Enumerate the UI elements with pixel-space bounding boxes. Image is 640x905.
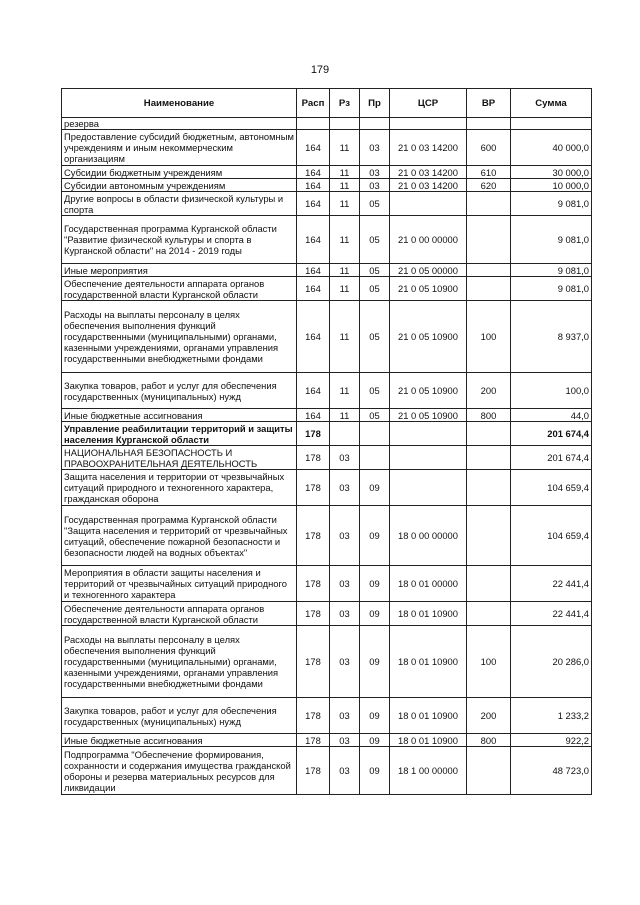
cell-rz: 11 bbox=[330, 130, 360, 166]
cell-pr: 09 bbox=[360, 734, 390, 747]
cell-rz bbox=[330, 422, 360, 446]
cell-rasp: 178 bbox=[297, 470, 330, 506]
cell-vr: 620 bbox=[467, 179, 511, 192]
cell-rz: 03 bbox=[330, 506, 360, 566]
cell-vr: 600 bbox=[467, 130, 511, 166]
cell-csr: 21 0 05 10900 bbox=[390, 373, 467, 409]
cell-rz: 11 bbox=[330, 192, 360, 216]
cell-sum: 10 000,0 bbox=[511, 179, 592, 192]
cell-sum: 104 659,4 bbox=[511, 470, 592, 506]
cell-rasp: 164 bbox=[297, 277, 330, 301]
cell-vr bbox=[467, 264, 511, 277]
cell-rasp: 178 bbox=[297, 506, 330, 566]
cell-rasp: 164 bbox=[297, 166, 330, 179]
cell-name: Государственная программа Курганской области "Развитие физической культуры и спорта в Курганской области" на 2014 - 2019 годы bbox=[62, 216, 297, 264]
cell-csr: 18 1 00 00000 bbox=[390, 747, 467, 795]
cell-csr: 21 0 03 14200 bbox=[390, 130, 467, 166]
cell-pr: 03 bbox=[360, 130, 390, 166]
cell-rz: 03 bbox=[330, 734, 360, 747]
cell-csr: 21 0 00 00000 bbox=[390, 216, 467, 264]
cell-pr: 09 bbox=[360, 470, 390, 506]
table-row bbox=[62, 747, 592, 795]
cell-pr: 09 bbox=[360, 566, 390, 602]
cell-name: Иные бюджетные ассигнования bbox=[62, 409, 297, 422]
cell-sum: 20 286,0 bbox=[511, 626, 592, 698]
cell-rz: 03 bbox=[330, 446, 360, 470]
cell-sum: 201 674,4 bbox=[511, 446, 592, 470]
table-row bbox=[62, 422, 592, 446]
cell-rasp: 178 bbox=[297, 626, 330, 698]
cell-rz: 03 bbox=[330, 698, 360, 734]
cell-rasp: 164 bbox=[297, 130, 330, 166]
column-header-name: Наименование bbox=[62, 89, 297, 118]
cell-rz: 11 bbox=[330, 216, 360, 264]
column-header-vr: ВР bbox=[467, 89, 511, 118]
cell-rz: 03 bbox=[330, 626, 360, 698]
cell-pr bbox=[360, 422, 390, 446]
cell-csr: 21 0 03 14200 bbox=[390, 179, 467, 192]
cell-name: Обеспечение деятельности аппарата органов государственной власти Курганской области bbox=[62, 602, 297, 626]
cell-name: Мероприятия в области защиты населения и территорий от чрезвычайных ситуаций природного и техногенного характера bbox=[62, 566, 297, 602]
cell-vr bbox=[467, 506, 511, 566]
cell-csr bbox=[390, 446, 467, 470]
column-header-csr: ЦСР bbox=[390, 89, 467, 118]
cell-vr: 100 bbox=[467, 626, 511, 698]
cell-sum: 8 937,0 bbox=[511, 301, 592, 373]
cell-name: резерва bbox=[62, 118, 297, 130]
cell-pr: 05 bbox=[360, 264, 390, 277]
cell-sum: 1 233,2 bbox=[511, 698, 592, 734]
cell-csr: 21 0 05 10900 bbox=[390, 409, 467, 422]
table-row bbox=[62, 409, 592, 422]
cell-rz: 11 bbox=[330, 301, 360, 373]
cell-rasp: 178 bbox=[297, 446, 330, 470]
cell-rasp: 178 bbox=[297, 602, 330, 626]
cell-pr: 09 bbox=[360, 747, 390, 795]
cell-rz: 03 bbox=[330, 602, 360, 626]
column-header-rz: Рз bbox=[330, 89, 360, 118]
cell-rasp: 178 bbox=[297, 422, 330, 446]
cell-rasp: 164 bbox=[297, 192, 330, 216]
cell-pr bbox=[360, 446, 390, 470]
cell-name: Иные мероприятия bbox=[62, 264, 297, 277]
cell-rz: 11 bbox=[330, 277, 360, 301]
cell-rasp bbox=[297, 118, 330, 130]
cell-csr bbox=[390, 192, 467, 216]
cell-name: Государственная программа Курганской области "Защита населения и территорий от чрезвычайных ситуаций, обеспечение пожарной безопасности и безопасности людей на водных объектах" bbox=[62, 506, 297, 566]
cell-rasp: 178 bbox=[297, 747, 330, 795]
cell-sum: 9 081,0 bbox=[511, 264, 592, 277]
column-header-rasp: Расп bbox=[297, 89, 330, 118]
cell-pr: 09 bbox=[360, 626, 390, 698]
cell-csr bbox=[390, 118, 467, 130]
cell-name: Подпрограмма "Обеспечение формирования, сохранности и содержания имущества гражданской обороны и резерва материальных ресурсов для ликвидации bbox=[62, 747, 297, 795]
cell-rasp: 178 bbox=[297, 734, 330, 747]
cell-name: Другие вопросы в области физической культуры и спорта bbox=[62, 192, 297, 216]
cell-rz: 11 bbox=[330, 264, 360, 277]
cell-pr: 03 bbox=[360, 179, 390, 192]
cell-pr: 09 bbox=[360, 506, 390, 566]
cell-rasp: 164 bbox=[297, 301, 330, 373]
table-row bbox=[62, 470, 592, 506]
cell-rasp: 164 bbox=[297, 264, 330, 277]
cell-name: Закупка товаров, работ и услуг для обеспечения государственных (муниципальных) нужд bbox=[62, 373, 297, 409]
cell-rz: 11 bbox=[330, 179, 360, 192]
cell-name: Расходы на выплаты персоналу в целях обеспечения выполнения функций государственными (муниципальными) органами, казенными учреждениями, органами управления государственными внебюджетными фондами bbox=[62, 626, 297, 698]
cell-sum: 9 081,0 bbox=[511, 216, 592, 264]
cell-vr: 610 bbox=[467, 166, 511, 179]
cell-vr bbox=[467, 192, 511, 216]
cell-pr: 05 bbox=[360, 277, 390, 301]
cell-rasp: 164 bbox=[297, 409, 330, 422]
cell-vr bbox=[467, 446, 511, 470]
cell-csr: 18 0 01 10900 bbox=[390, 734, 467, 747]
cell-name: Защита населения и территории от чрезвычайных ситуаций природного и техногенного характера, гражданская оборона bbox=[62, 470, 297, 506]
cell-name: Расходы на выплаты персоналу в целях обеспечения выполнения функций государственными (муниципальными) органами, казенными учреждениями, органами управления государственными внебюджетными фондами bbox=[62, 301, 297, 373]
cell-rz: 03 bbox=[330, 747, 360, 795]
table-row bbox=[62, 130, 592, 166]
cell-name: НАЦИОНАЛЬНАЯ БЕЗОПАСНОСТЬ И ПРАВООХРАНИТЕЛЬНАЯ ДЕЯТЕЛЬНОСТЬ bbox=[62, 446, 297, 470]
table-row bbox=[62, 373, 592, 409]
cell-csr: 18 0 01 10900 bbox=[390, 602, 467, 626]
cell-rz: 11 bbox=[330, 166, 360, 179]
cell-vr: 800 bbox=[467, 409, 511, 422]
cell-sum: 22 441,4 bbox=[511, 566, 592, 602]
cell-rz: 03 bbox=[330, 470, 360, 506]
table-row bbox=[62, 626, 592, 698]
cell-sum: 40 000,0 bbox=[511, 130, 592, 166]
table-row bbox=[62, 734, 592, 747]
table-row bbox=[62, 277, 592, 301]
cell-vr: 800 bbox=[467, 734, 511, 747]
table-header-row bbox=[62, 89, 592, 118]
cell-vr bbox=[467, 422, 511, 446]
table-row bbox=[62, 216, 592, 264]
cell-sum: 9 081,0 bbox=[511, 192, 592, 216]
table-row bbox=[62, 506, 592, 566]
table-row bbox=[62, 166, 592, 179]
cell-name: Управление реабилитации территорий и защиты населения Курганской области bbox=[62, 422, 297, 446]
cell-vr: 200 bbox=[467, 698, 511, 734]
cell-pr: 03 bbox=[360, 166, 390, 179]
cell-pr: 05 bbox=[360, 301, 390, 373]
cell-pr: 05 bbox=[360, 192, 390, 216]
table-body bbox=[62, 118, 592, 795]
cell-name: Субсидии бюджетным учреждениям bbox=[62, 166, 297, 179]
table-row bbox=[62, 264, 592, 277]
cell-rasp: 178 bbox=[297, 566, 330, 602]
cell-vr bbox=[467, 566, 511, 602]
cell-rasp: 164 bbox=[297, 179, 330, 192]
table-row bbox=[62, 118, 592, 130]
cell-vr bbox=[467, 118, 511, 130]
cell-vr bbox=[467, 602, 511, 626]
cell-csr: 18 0 01 00000 bbox=[390, 566, 467, 602]
cell-sum: 922,2 bbox=[511, 734, 592, 747]
cell-rasp: 164 bbox=[297, 373, 330, 409]
cell-pr: 09 bbox=[360, 602, 390, 626]
table-row bbox=[62, 446, 592, 470]
table-row bbox=[62, 301, 592, 373]
cell-csr: 21 0 05 10900 bbox=[390, 277, 467, 301]
cell-csr: 18 0 01 10900 bbox=[390, 698, 467, 734]
cell-name: Предоставление субсидий бюджетным, автономным учреждениям и иным некоммерческим организациям bbox=[62, 130, 297, 166]
cell-sum: 48 723,0 bbox=[511, 747, 592, 795]
cell-csr bbox=[390, 422, 467, 446]
cell-vr bbox=[467, 277, 511, 301]
cell-csr: 21 0 05 00000 bbox=[390, 264, 467, 277]
cell-csr: 21 0 03 14200 bbox=[390, 166, 467, 179]
cell-pr: 09 bbox=[360, 698, 390, 734]
cell-pr: 05 bbox=[360, 409, 390, 422]
table-row bbox=[62, 179, 592, 192]
cell-name: Субсидии автономным учреждениям bbox=[62, 179, 297, 192]
column-header-pr: Пр bbox=[360, 89, 390, 118]
cell-vr bbox=[467, 216, 511, 264]
cell-name: Обеспечение деятельности аппарата органов государственной власти Курганской области bbox=[62, 277, 297, 301]
cell-csr: 18 0 01 10900 bbox=[390, 626, 467, 698]
cell-csr bbox=[390, 470, 467, 506]
cell-rz bbox=[330, 118, 360, 130]
cell-vr bbox=[467, 747, 511, 795]
cell-rz: 11 bbox=[330, 373, 360, 409]
cell-csr: 21 0 05 10900 bbox=[390, 301, 467, 373]
table-row bbox=[62, 602, 592, 626]
cell-rz: 11 bbox=[330, 409, 360, 422]
cell-vr: 100 bbox=[467, 301, 511, 373]
table-row bbox=[62, 192, 592, 216]
cell-sum: 104 659,4 bbox=[511, 506, 592, 566]
cell-sum: 9 081,0 bbox=[511, 277, 592, 301]
cell-sum: 201 674,4 bbox=[511, 422, 592, 446]
cell-rasp: 178 bbox=[297, 698, 330, 734]
cell-sum: 30 000,0 bbox=[511, 166, 592, 179]
cell-vr: 200 bbox=[467, 373, 511, 409]
cell-name: Иные бюджетные ассигнования bbox=[62, 734, 297, 747]
cell-rz: 03 bbox=[330, 566, 360, 602]
page-number: 179 bbox=[310, 64, 330, 76]
cell-rasp: 164 bbox=[297, 216, 330, 264]
cell-pr: 05 bbox=[360, 373, 390, 409]
table-row bbox=[62, 698, 592, 734]
cell-name: Закупка товаров, работ и услуг для обеспечения государственных (муниципальных) нужд bbox=[62, 698, 297, 734]
cell-csr: 18 0 00 00000 bbox=[390, 506, 467, 566]
column-header-sum: Сумма bbox=[511, 89, 592, 118]
cell-sum: 100,0 bbox=[511, 373, 592, 409]
table-row bbox=[62, 566, 592, 602]
cell-pr: 05 bbox=[360, 216, 390, 264]
cell-pr bbox=[360, 118, 390, 130]
cell-sum: 22 441,4 bbox=[511, 602, 592, 626]
cell-vr bbox=[467, 470, 511, 506]
budget-table bbox=[61, 88, 592, 795]
cell-sum: 44,0 bbox=[511, 409, 592, 422]
cell-sum bbox=[511, 118, 592, 130]
